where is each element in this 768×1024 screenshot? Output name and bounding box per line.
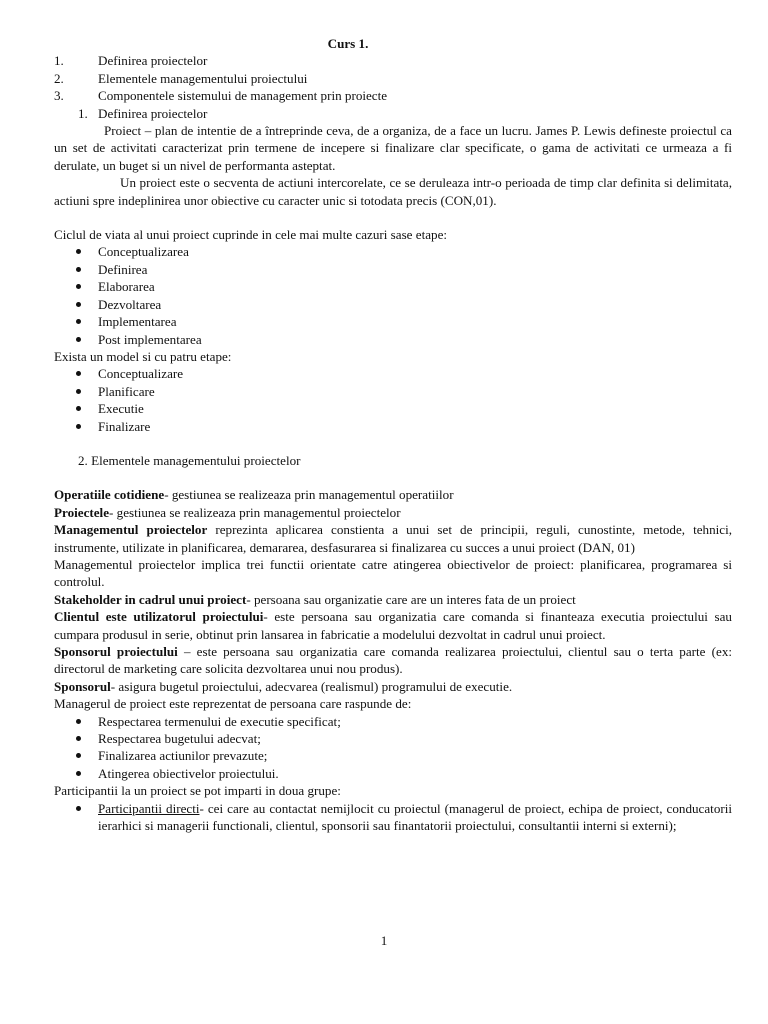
toc-number: 3. <box>54 88 64 104</box>
document-page <box>54 35 732 834</box>
table-of-contents <box>54 52 732 104</box>
participants-list <box>54 800 732 835</box>
spacer <box>54 435 732 452</box>
list-item: Respectarea termenului de executie specificat; <box>54 713 732 730</box>
toc-number: 1. <box>54 53 64 69</box>
list-item: Conceptualizare <box>54 365 732 382</box>
list-item: Executie <box>54 400 732 417</box>
def-management <box>54 521 732 556</box>
toc-number: 2. <box>54 70 64 86</box>
toc-text: Definirea proiectelor <box>98 53 208 69</box>
term: Clientul este utilizatorul proiectului <box>54 609 264 625</box>
page-number: 1 <box>380 933 388 948</box>
def-proiectele <box>54 504 732 521</box>
spacer <box>54 469 732 486</box>
term: Stakeholder in cadrul unui proiect <box>54 591 247 607</box>
def-sponsor <box>54 678 732 695</box>
manager-intro: Managerul de proiect este reprezentat de persoana care raspunde de: <box>54 696 412 712</box>
toc-item <box>54 87 732 104</box>
definition-text: - cei care au contactat nemijlocit cu proiectul (managerul de proiect, echipa de proiect, conducatorii ierarhici si managerii functionali, clientul, sponsorii sau finantatorii proiectului, consultantii interni si externi); <box>98 800 732 834</box>
definition-text: - este persoana sau organizatia care comanda si finanteaza executia proiectului sau cumpara produsul in serie, obtinut prin lansarea in fabricatie a modelului dezvoltat in cadrul unui proiect. <box>54 609 732 642</box>
def-stakeholder <box>54 591 732 608</box>
definition-text: – este persoana sau organizatia care comanda realizarea proiectului, clientul sau o terta parte (ex: directorul de marketing care solicita dezvoltarea unui nou produs). <box>54 644 732 677</box>
definition-text: - gestiunea se realizeaza prin managementul operatiilor <box>164 487 454 503</box>
list-item: Finalizare <box>54 418 732 435</box>
toc-item <box>54 70 732 87</box>
toc-text: Componentele sistemului de management prin proiecte <box>98 88 388 104</box>
list-item: Atingerea obiectivelor proiectului. <box>54 765 732 782</box>
section-1-heading <box>54 105 732 122</box>
paragraph-functions: Managementul proiectelor implica trei functii orientate catre atingerea obiectivelor de proiect: planificarea, programarea si controlul. <box>54 556 732 590</box>
list-item: Finalizarea actiunilor prevazute; <box>54 747 732 764</box>
term: Sponsorul proiectului <box>54 644 178 659</box>
model-list <box>54 365 732 435</box>
paragraph-project-sequence: Un proiect este o secventa de actiuni intercorelate, ce se deruleaza intr-o perioada de timp clar definita si delimitata, actiuni spre indeplinirea unor obiective cu caracter unic si totodata precis (CON,01). <box>54 175 732 208</box>
course-title: Curs 1. <box>327 36 369 51</box>
list-item: Planificare <box>54 383 732 400</box>
paragraph-project-definition: Proiect – plan de intentie de a întreprinde ceva, de a organiza, de a face un lucru. James P. Lewis defineste proiectul ca un set de activitati caracterizat prin termene de incepere si finalizare clar specificate, o gama de activitati ce urmeaza a fi derulate, un buget si un nivel de performanta asteptat. <box>54 123 732 173</box>
lifecycle-intro: Ciclul de viata al unui proiect cuprinde in cele mai multe cazuri sase etape: <box>54 227 448 243</box>
participants-intro: Participantii la un proiect se pot imparti in doua grupe: <box>54 783 341 799</box>
model-intro: Exista un model si cu patru etape: <box>54 348 232 364</box>
def-sponsor-project <box>54 643 732 678</box>
list-item: Post implementarea <box>54 331 732 348</box>
term: Managementul proiectelor <box>54 522 208 538</box>
term: Proiectele <box>54 504 110 520</box>
section-number: 1. <box>78 105 88 121</box>
list-item <box>54 800 732 835</box>
list-item: Implementarea <box>54 313 732 330</box>
definition-text: - gestiunea se realizeaza prin managementul proiectelor <box>109 504 401 520</box>
spacer <box>54 209 732 226</box>
list-item: Conceptualizarea <box>54 243 732 260</box>
toc-item <box>54 52 732 69</box>
toc-text: Elementele managementului proiectului <box>98 70 308 86</box>
list-item: Respectarea bugetului adecvat; <box>54 730 732 747</box>
section-title: Definirea proiectelor <box>98 105 208 121</box>
section-2-heading: 2. Elementele managementului proiectelor <box>78 452 301 468</box>
lifecycle-list <box>54 243 732 347</box>
definition-text: - persoana sau organizatie care are un interes fata de un proiect <box>246 591 576 607</box>
def-client <box>54 608 732 643</box>
definition-text: - asigura bugetul proiectului, adecvarea (realismul) programului de executie. <box>110 678 513 694</box>
term-underlined: Participantii directi <box>98 800 200 816</box>
manager-list <box>54 713 732 783</box>
term: Sponsorul <box>54 678 111 694</box>
term: Operatiile cotidiene <box>54 487 165 503</box>
list-item: Dezvoltarea <box>54 296 732 313</box>
list-item: Definirea <box>54 261 732 278</box>
definition-text: reprezinta aplicarea constienta a unui set de principii, reguli, cunostinte, metode, tehnici, instrumente, utilizate in planificarea, demararea, desfasurarea si finalizarea cu succes a unui proiect (DAN, 01) <box>54 522 733 555</box>
list-item: Elaborarea <box>54 278 732 295</box>
def-operatii <box>54 486 732 503</box>
